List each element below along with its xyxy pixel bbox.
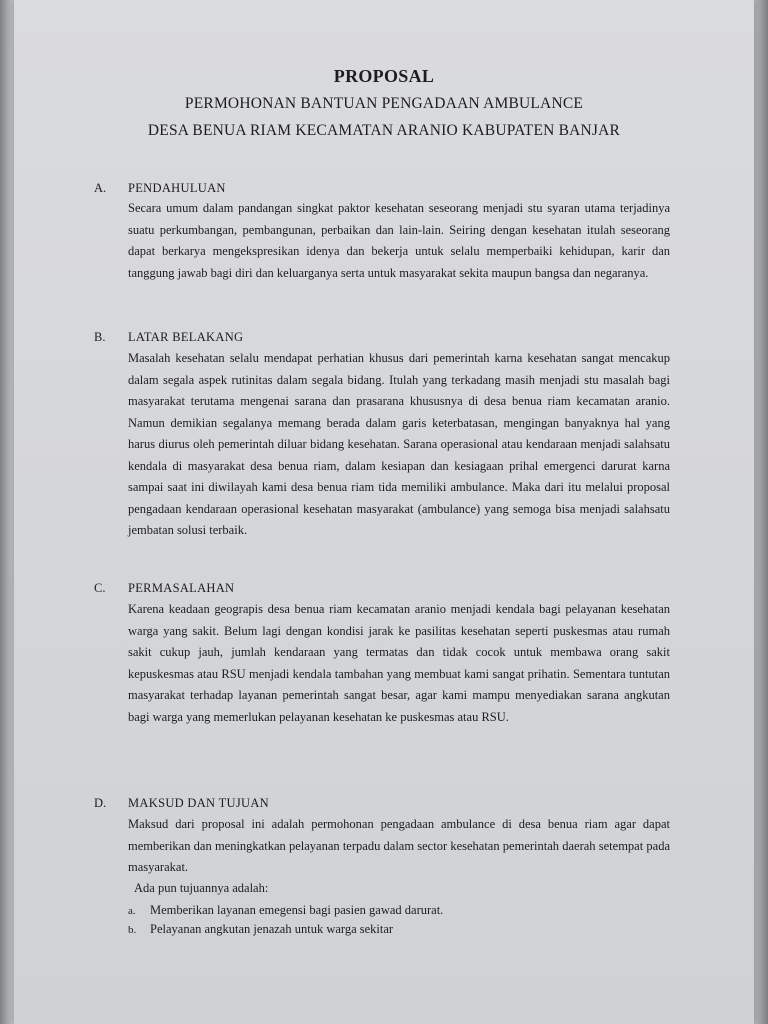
section-body bbox=[128, 348, 670, 542]
list-intro: Ada pun tujuannya adalah: bbox=[134, 881, 269, 895]
document-title: PROPOSAL bbox=[333, 66, 435, 86]
section-letter: C. bbox=[94, 581, 106, 595]
section-heading: PENDAHULUAN bbox=[128, 181, 226, 195]
section-paragraph: Maksud dari proposal ini adalah permohonan pengadaan ambulance di desa benua riam agar dapat memberikan dan meningkatkan pelayanan terpadu dalam sector kesehatan pemerintah daerah setempat pada masyarakat. bbox=[128, 817, 670, 874]
section-heading: MAKSUD DAN TUJUAN bbox=[128, 796, 269, 810]
section-letter: B. bbox=[94, 330, 106, 344]
section-paragraph: Karena keadaan geograpis desa benua riam kecamatan aranio menjadi kendala bagi pelayanan kesehatan warga yang sakit. Belum lagi dengan kondisi jarak ke pasilitas kesehatan seperti puskesmas atau rumah sakit cukup jauh, jumlah kendaraan yang termatas dan tidak cocok untuk membawa orang sakit kepuskesmas atau RSU menjadi kendala tambahan yang membuat kami sangat prihatin. Sementara tuntutan masyarakat terhadap layanan pemerintah sangat besar, agar kami mampu menyediakan sarana angkutan bagi warga yang memerlukan pelayanan kesehatan ke puskesmas atau RSU. bbox=[128, 602, 670, 724]
section-paragraph: Masalah kesehatan selalu mendapat perhatian khusus dari pemerintah karna kesehatan sangat mencakup dalam segala aspek rutinitas dalam segala bidang. Itulah yang terkadang masih menjadi stu masalah bagi masyarakat terutama mengenai sarana dan prasarana khususnya di desa benua riam kecamatan aranio. Namun demikian segalanya memang berada dalam garis keterbatasan, mengingan banyaknya hal yang harus diurus oleh pemerintah diluar bidang kesehatan. Sarana operasional atau kendaraan menjadi salahsatu kendala di masyarakat desa benua riam, dalam kesiapan dan kesiagaan prihal emergenci darurat karna sampai saat ini diwilayah kami desa benua riam tida memiliki ambulance. Maka dari itu melalui proposal pengadaan kendaraan operasional kesehatan masyarakat (ambulance) yang semoga bisa menjadi salahsatu jembatan solusi terbaik. bbox=[128, 351, 670, 537]
list-item bbox=[128, 922, 393, 937]
section-heading: LATAR BELAKANG bbox=[128, 330, 244, 344]
section-body bbox=[128, 599, 670, 728]
list-item bbox=[128, 903, 443, 918]
document-subtitle-line-1: PERMOHONAN BANTUAN PENGADAAN AMBULANCE bbox=[184, 95, 584, 112]
document-subtitle-line-2: DESA BENUA RIAM KECAMATAN ARANIO KABUPATEN BANJAR bbox=[147, 122, 621, 139]
section-body bbox=[128, 198, 670, 284]
section-letter: A. bbox=[94, 181, 107, 195]
section-letter: D. bbox=[94, 796, 107, 810]
section-heading: PERMASALAHAN bbox=[128, 581, 235, 595]
list-marker: b. bbox=[128, 924, 137, 936]
paper-sheet bbox=[14, 0, 754, 1024]
list-marker: a. bbox=[128, 905, 136, 917]
section-paragraph: Secara umum dalam pandangan singkat paktor kesehatan seseorang menjadi stu syaran utama terjadinya suatu perkumbangan, pembangunan, perbaikan dan lain-lain. Seiring dengan kesehatan itulah seseorang dapat berkarya mengekspresikan idenya dan bekerja untuk selalu memperbaiki kehidupan, karir dan tanggung jawab bagi diri dan keluarganya serta untuk masyarakat sekita maupun bangsa dan negaranya. bbox=[128, 201, 670, 280]
list-item-text: Pelayanan angkutan jenazah untuk warga sekitar bbox=[150, 922, 394, 936]
document bbox=[14, 0, 754, 1024]
list-item-text: Memberikan layanan emegensi bagi pasien gawad darurat. bbox=[150, 903, 444, 917]
section-body bbox=[128, 814, 670, 879]
